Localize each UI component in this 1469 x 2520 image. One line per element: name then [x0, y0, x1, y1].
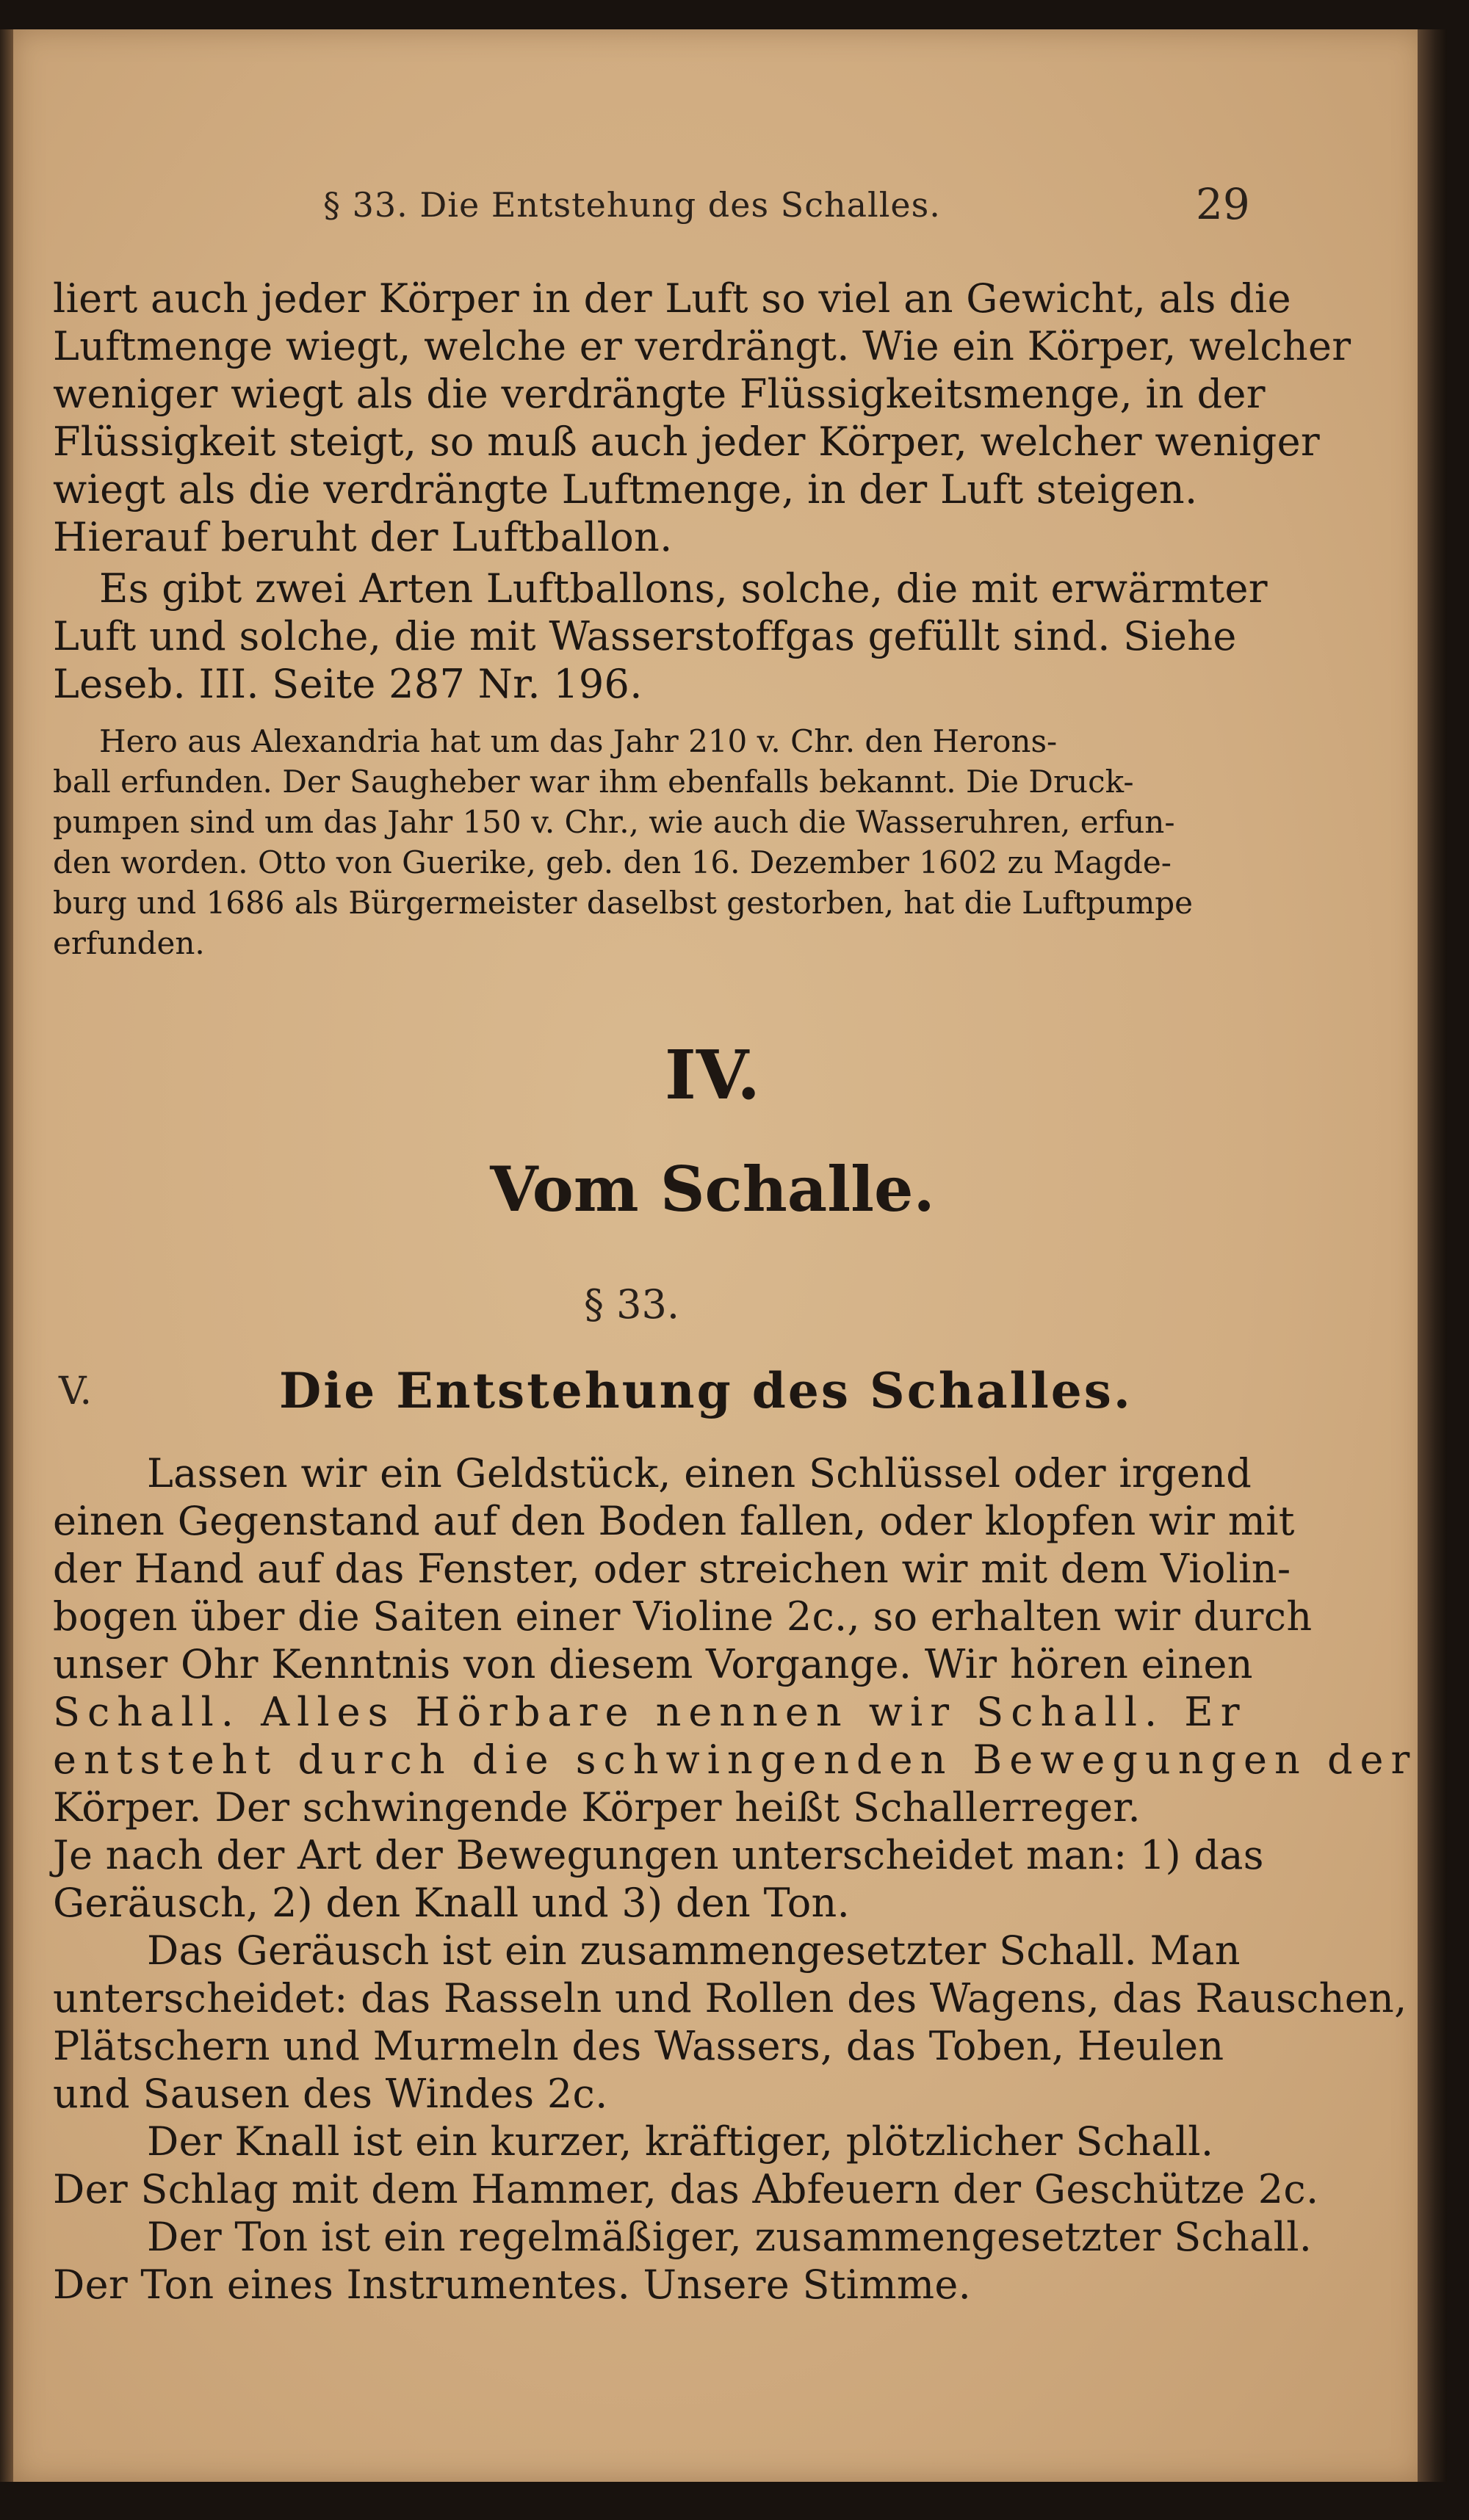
note-line: erfunden. [53, 925, 205, 961]
note-line: ball erfunden. Der Saugheber war ihm ebenfalls bekannt. Die Druck- [53, 764, 1134, 800]
chapter-title: Vom Schalle. [490, 1153, 935, 1225]
note-line: pumpen sind um das Jahr 150 v. Chr., wie auch die Wasseruhren, erfun- [53, 804, 1175, 840]
text-line: entsteht durch die schwingenden Bewegungen der [53, 1737, 1418, 1783]
text-line: Körper. Der schwingende Körper heißt Schallerreger. [53, 1784, 1141, 1831]
note-line: Hero aus Alexandria hat um das Jahr 210 v. Chr. den Herons- [99, 723, 1058, 759]
text-line: Geräusch, 2) den Knall und 3) den Ton. [53, 1880, 851, 1926]
text-line: Luft und solche, die mit Wasserstoffgas gefüllt sind. Siehe [53, 613, 1237, 659]
text-line: Luftmenge wiegt, welche er verdrängt. Wie ein Körper, welcher [53, 323, 1351, 369]
text-line: Je nach der Art der Bewegungen unterscheidet man: 1) das [53, 1832, 1264, 1878]
text-line: Es gibt zwei Arten Luftballons, solche, die mit erwärmter [99, 565, 1268, 612]
text-line: einen Gegenstand auf den Boden fallen, oder klopfen wir mit [53, 1498, 1295, 1544]
text-line: Plätschern und Murmeln des Wassers, das Toben, Heulen [53, 2023, 1224, 2069]
chapter-number: IV. [664, 1035, 761, 1115]
text-line: Der Knall ist ein kurzer, kräftiger, plötzlicher Schall. [147, 2118, 1214, 2165]
margin-mark: V. [59, 1369, 92, 1413]
text-line: Leseb. III. Seite 287 Nr. 196. [53, 661, 643, 707]
text-line: Hierauf beruht der Luftballon. [53, 514, 673, 560]
section-title: Die Entstehung des Schalles. [279, 1362, 1133, 1419]
text-line: Lassen wir ein Geldstück, einen Schlüssel oder irgend [147, 1450, 1252, 1496]
note-line: den worden. Otto von Guerike, geb. den 16. Dezember 1602 zu Magde- [53, 844, 1172, 880]
book-spine [1418, 29, 1447, 2482]
text-line: und Sausen des Windes 2c. [53, 2071, 608, 2117]
text-line: Der Schlag mit dem Hammer, das Abfeuern der Geschütze 2c. [53, 2166, 1319, 2212]
text-line: bogen über die Saiten einer Violine 2c., so erhalten wir durch [53, 1593, 1313, 1640]
text-line: Der Ton ist ein regelmäßiger, zusammengesetzter Schall. [147, 2214, 1313, 2260]
text-line: liert auch jeder Körper in der Luft so viel an Gewicht, als die [53, 275, 1291, 322]
text-line: Flüssigkeit steigt, so muß auch jeder Körper, welcher weniger [53, 419, 1321, 465]
running-header: § 33. Die Entstehung des Schalles. [323, 185, 941, 225]
text-line: unser Ohr Kenntnis von diesem Vorgange. Wir hören einen [53, 1641, 1253, 1687]
section-number: § 33. [583, 1281, 680, 1328]
text-line: Schall. Alles Hörbare nennen wir Schall. Er [53, 1689, 1247, 1735]
text-line: der Hand auf das Fenster, oder streichen wir mit dem Violin- [53, 1546, 1291, 1592]
text-line: wiegt als die verdrängte Luftmenge, in der Luft steigen. [53, 466, 1198, 513]
note-line: burg und 1686 als Bürgermeister daselbst gestorben, hat die Luftpumpe [53, 885, 1194, 921]
page-number: 29 [1196, 179, 1250, 229]
text-line: Der Ton eines Instrumentes. Unsere Stimme. [53, 2262, 972, 2308]
text-line: weniger wiegt als die verdrängte Flüssigkeitsmenge, in der [53, 371, 1266, 417]
text-line: unterscheidet: das Rasseln und Rollen des Wagens, das Rauschen, [53, 1975, 1407, 2021]
text-line: Das Geräusch ist ein zusammengesetzter Schall. Man [147, 1927, 1241, 1974]
